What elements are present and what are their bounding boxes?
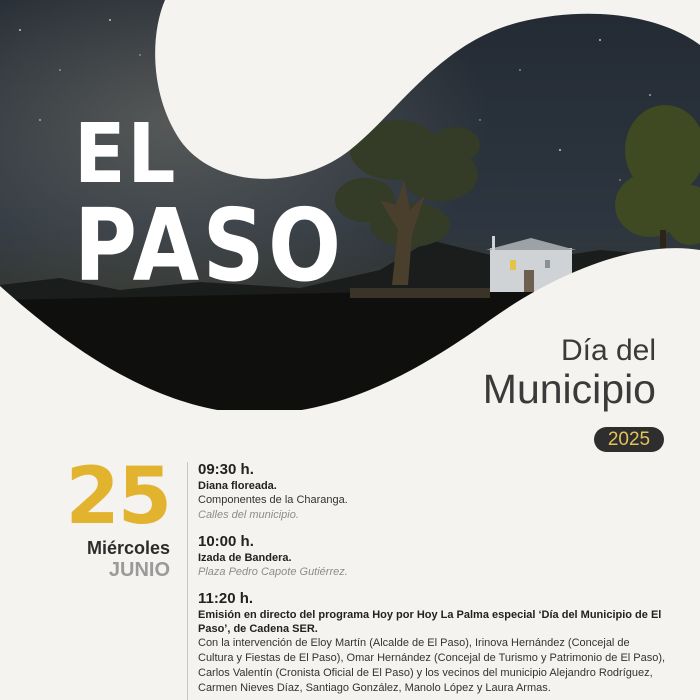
- agenda-event-name: Emisión en directo del programa Hoy por Hoy La Palma especial ‘Día del Municipio de El Paso’, de Cadena SER.: [198, 609, 662, 635]
- agenda-time: 11:20 h.: [198, 590, 254, 607]
- date-weekday: Miércoles: [86, 538, 170, 558]
- agenda-event-name: Izada de Bandera.: [198, 552, 292, 564]
- agenda-event-name: Diana floreada.: [198, 480, 277, 492]
- event-title-line1: Día del: [560, 334, 656, 367]
- agenda-item: [198, 533, 668, 580]
- agenda-divider: [187, 462, 188, 700]
- agenda-description: Con la intervención de Eloy Martín (Alcalde de El Paso), Irinova Hernández (Concejal de Cultura y Fiestas de El Paso), Omar Hernández (Concejal de Turismo y Patrimonio de El Paso), Carlos Valentín (Cronista Oficial de El Paso) y los vecinos del municipio Alejandro Rodríguez, Carmen Nieves Díaz, Santiago González, Manolo López y Laura Armas.: [198, 637, 666, 694]
- event-title-line2: Municipio: [482, 366, 656, 412]
- agenda-location: Plaza Pedro Capote Gutiérrez.: [198, 566, 348, 578]
- town-title-line2: PASO: [74, 187, 345, 304]
- date-block: [60, 452, 170, 582]
- town-title-line1: EL: [74, 107, 178, 202]
- agenda-item: [198, 590, 668, 696]
- agenda-time: 09:30 h.: [198, 461, 254, 478]
- date-day: 25: [65, 452, 170, 542]
- year-badge: 2025: [594, 427, 664, 452]
- agenda-list: [198, 461, 668, 700]
- agenda-item: [198, 461, 668, 523]
- agenda-location: Calles del municipio.: [198, 509, 299, 521]
- agenda-description: Componentes de la Charanga.: [198, 494, 348, 506]
- date-month: JUNIO: [108, 559, 170, 581]
- agenda-time: 10:00 h.: [198, 533, 254, 550]
